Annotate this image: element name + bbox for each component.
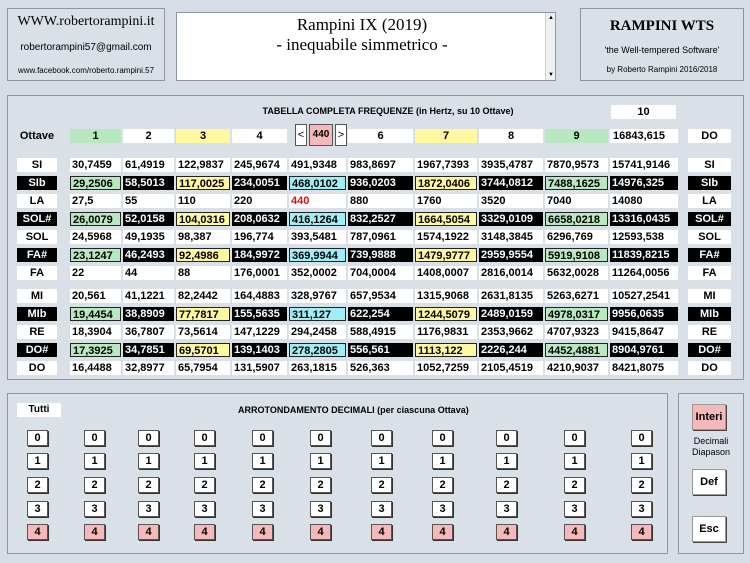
freq-cell: 30,7459 <box>70 158 121 172</box>
brand-author: by Roberto Rampini 2016/2018 <box>606 65 718 74</box>
freq-cell: 15741,9146 <box>610 158 678 172</box>
freq-cell: 92,4986 <box>176 248 230 262</box>
note-label-right: DO <box>688 361 731 375</box>
brand-name: RAMPINI WTS <box>609 18 715 34</box>
octave-header-9: 9 <box>545 129 608 143</box>
octave-header-label: Ottave <box>19 130 55 142</box>
freq-cell: 49,1935 <box>123 230 174 244</box>
freq-cell: 8904,9761 <box>610 343 678 357</box>
freq-cell: 936,0203 <box>348 176 413 190</box>
round-option-button[interactable]: 2 <box>631 477 652 493</box>
round-option-button[interactable]: 3 <box>371 501 392 517</box>
freq-cell: 2226,244 <box>479 343 543 357</box>
freq-cell: 8421,8075 <box>610 361 678 375</box>
round-option-button[interactable]: 4 <box>138 524 159 540</box>
round-option-button[interactable]: 1 <box>138 453 159 469</box>
freq-cell: 139,1403 <box>232 343 287 357</box>
freq-cell: 491,9348 <box>289 158 346 172</box>
octave-header-3: 3 <box>176 129 230 143</box>
round-option-button[interactable]: 0 <box>84 430 105 446</box>
round-option-button[interactable]: 3 <box>310 501 331 517</box>
freq-cell: 73,5614 <box>176 325 230 339</box>
freq-cell: 556,561 <box>348 343 413 357</box>
round-option-button[interactable]: 0 <box>496 430 517 446</box>
freq-cell: 82,2442 <box>176 289 230 303</box>
freq-cell: 36,7807 <box>123 325 174 339</box>
pitch-next-button[interactable]: > <box>335 124 347 146</box>
round-option-button[interactable]: 0 <box>252 430 273 446</box>
round-option-button[interactable]: 3 <box>27 501 48 517</box>
freq-cell: 7040 <box>545 194 608 208</box>
freq-cell: 208,0632 <box>232 212 287 226</box>
freq-cell: 122,9837 <box>176 158 230 172</box>
freq-cell: 657,9534 <box>348 289 413 303</box>
freq-cell: 4452,4881 <box>545 343 608 357</box>
interi-button[interactable]: Interi <box>692 404 726 430</box>
freq-cell: 110 <box>176 194 230 208</box>
freq-cell: 2631,8135 <box>479 289 543 303</box>
note-label-left: FA# <box>17 248 57 262</box>
freq-cell: 12593,538 <box>610 230 678 244</box>
table-title: TABELLA COMPLETA FREQUENZE (in Hertz, su 10 Ottave) <box>262 106 514 116</box>
facebook-text: www.facebook.com/roberto.rampini.57 <box>17 66 155 75</box>
freq-cell: 311,127 <box>289 307 346 321</box>
freq-cell: 44 <box>123 266 174 280</box>
freq-cell: 131,5907 <box>232 361 287 375</box>
freq-cell: 468,0102 <box>289 176 346 190</box>
freq-cell: 5919,9108 <box>545 248 608 262</box>
page-title: Rampini IX (2019) <box>296 15 428 34</box>
round-option-button[interactable]: 0 <box>371 430 392 446</box>
freq-cell: 5632,0028 <box>545 266 608 280</box>
freq-cell: 1408,0007 <box>415 266 477 280</box>
round-option-button[interactable]: 4 <box>252 524 273 540</box>
freq-cell: 3148,3845 <box>479 230 543 244</box>
freq-cell: 3744,0812 <box>479 176 543 190</box>
freq-cell: 6296,769 <box>545 230 608 244</box>
octave-header-4: 4 <box>232 129 287 143</box>
freq-cell: 1479,9777 <box>415 248 477 262</box>
round-option-button[interactable]: 3 <box>138 501 159 517</box>
round-option-button[interactable]: 0 <box>27 430 48 446</box>
freq-cell: 4210,9037 <box>545 361 608 375</box>
freq-cell: 245,9674 <box>232 158 287 172</box>
round-option-button[interactable]: 2 <box>432 477 453 493</box>
freq-cell: 787,0961 <box>348 230 413 244</box>
round-option-button[interactable]: 2 <box>27 477 48 493</box>
note-label-right: SIb <box>688 176 731 190</box>
freq-cell: 11264,0056 <box>610 266 678 280</box>
octave-header-10: 16843,615 <box>610 129 678 143</box>
freq-cell: 20,561 <box>70 289 121 303</box>
freq-cell: 26,0079 <box>70 212 121 226</box>
round-option-button[interactable]: 3 <box>194 501 215 517</box>
freq-cell: 14080 <box>610 194 678 208</box>
note-label-right: RE <box>688 325 731 339</box>
note-label-left: MI <box>17 289 57 303</box>
brand-box <box>580 8 744 81</box>
freq-cell: 220 <box>232 194 287 208</box>
pitch-value-button[interactable]: 440 <box>309 124 333 146</box>
freq-cell: 117,0025 <box>176 176 230 190</box>
brand-tagline: 'the Well-tempered Software' <box>604 45 720 55</box>
freq-cell: 23,1247 <box>70 248 121 262</box>
title-box <box>176 12 556 81</box>
freq-cell: 9415,8647 <box>610 325 678 339</box>
freq-cell: 18,3904 <box>70 325 121 339</box>
freq-cell: 98,387 <box>176 230 230 244</box>
note-label-left: FA <box>17 266 57 280</box>
note-label-right: FA# <box>688 248 731 262</box>
freq-cell: 5263,6271 <box>545 289 608 303</box>
round-option-button[interactable]: 3 <box>564 501 585 517</box>
freq-cell: 17,3925 <box>70 343 121 357</box>
freq-cell: 3520 <box>479 194 543 208</box>
freq-cell: 22 <box>70 266 121 280</box>
freq-cell: 352,0002 <box>289 266 346 280</box>
site-link[interactable]: WWW.robertorampini.it <box>17 14 155 29</box>
round-option-button[interactable]: 4 <box>371 524 392 540</box>
all-button[interactable]: Tutti <box>17 403 61 417</box>
round-option-button[interactable]: 0 <box>631 430 652 446</box>
round-option-button[interactable]: 3 <box>631 501 652 517</box>
round-option-button[interactable]: 1 <box>564 453 585 469</box>
note-label-left: DO# <box>17 343 57 357</box>
note-label-left: SOL <box>17 230 57 244</box>
freq-cell: 184,9972 <box>232 248 287 262</box>
freq-cell: 9956,0635 <box>610 307 678 321</box>
note-label-left: DO <box>17 361 57 375</box>
freq-cell: 4707,9323 <box>545 325 608 339</box>
freq-cell: 739,9888 <box>348 248 413 262</box>
freq-cell: 14976,325 <box>610 176 678 190</box>
round-option-button[interactable]: 4 <box>27 524 48 540</box>
round-option-button[interactable]: 2 <box>252 477 273 493</box>
freq-cell: 880 <box>348 194 413 208</box>
freq-cell: 416,1264 <box>289 212 346 226</box>
round-option-button[interactable]: 2 <box>194 477 215 493</box>
freq-cell: 147,1229 <box>232 325 287 339</box>
freq-cell: 1760 <box>415 194 477 208</box>
round-option-button[interactable]: 4 <box>432 524 453 540</box>
freq-cell: 19,4454 <box>70 307 121 321</box>
freq-cell: 983,8697 <box>348 158 413 172</box>
freq-cell: 6658,0218 <box>545 212 608 226</box>
round-option-button[interactable]: 1 <box>432 453 453 469</box>
round-option-button[interactable]: 0 <box>564 430 585 446</box>
freq-cell: 11839,8215 <box>610 248 678 262</box>
round-option-button[interactable]: 3 <box>496 501 517 517</box>
round-option-button[interactable]: 4 <box>631 524 652 540</box>
freq-cell: 10527,2541 <box>610 289 678 303</box>
freq-cell: 29,2506 <box>70 176 121 190</box>
decimali-label: Decimali <box>693 436 729 446</box>
esc-button[interactable]: Esc <box>692 516 726 542</box>
email-text: robertorampini57@gmail.com <box>20 42 152 53</box>
note-label-left: RE <box>17 325 57 339</box>
freq-cell: 393,5481 <box>289 230 346 244</box>
freq-cell: 88 <box>176 266 230 280</box>
round-option-button[interactable]: 4 <box>84 524 105 540</box>
octaves-count: 10 <box>611 105 676 119</box>
freq-cell: 2353,9662 <box>479 325 543 339</box>
round-option-button[interactable]: 3 <box>84 501 105 517</box>
page-subtitle: - inequabile simmetrico - <box>276 35 448 54</box>
freq-cell: 13316,0435 <box>610 212 678 226</box>
note-label-right: SOL# <box>688 212 731 226</box>
freq-cell: 61,4919 <box>123 158 174 172</box>
freq-cell: 3935,4787 <box>479 158 543 172</box>
freq-cell: 46,2493 <box>123 248 174 262</box>
round-option-button[interactable]: 1 <box>631 453 652 469</box>
octave-header-8: 8 <box>479 129 543 143</box>
freq-cell: 263,1815 <box>289 361 346 375</box>
title-scrollbar[interactable] <box>545 13 555 80</box>
note-label-left: LA <box>17 194 57 208</box>
freq-cell: 38,8909 <box>123 307 174 321</box>
freq-cell: 7488,1625 <box>545 176 608 190</box>
freq-cell: 69,5701 <box>176 343 230 357</box>
freq-cell: 34,7851 <box>123 343 174 357</box>
freq-cell: 1113,122 <box>415 343 477 357</box>
freq-cell: 4978,0317 <box>545 307 608 321</box>
rounding-title: ARROTONDAMENTO DECIMALI (per ciascuna Ottava) <box>238 405 469 415</box>
freq-cell: 588,4915 <box>348 325 413 339</box>
round-option-button[interactable]: 0 <box>432 430 453 446</box>
freq-cell: 328,9767 <box>289 289 346 303</box>
freq-cell: 1315,9068 <box>415 289 477 303</box>
note-label-right: LA <box>688 194 731 208</box>
round-option-button[interactable]: 0 <box>194 430 215 446</box>
freq-cell: 832,2527 <box>348 212 413 226</box>
freq-cell: 52,0158 <box>123 212 174 226</box>
freq-cell: 2959,9554 <box>479 248 543 262</box>
freq-cell: 104,0316 <box>176 212 230 226</box>
freq-cell: 278,2805 <box>289 343 346 357</box>
round-option-button[interactable]: 4 <box>194 524 215 540</box>
freq-cell: 440 <box>289 194 346 208</box>
round-option-button[interactable]: 2 <box>310 477 331 493</box>
freq-cell: 65,7954 <box>176 361 230 375</box>
note-label-right: MIb <box>688 307 731 321</box>
freq-cell: 77,7817 <box>176 307 230 321</box>
freq-cell: 1967,7393 <box>415 158 477 172</box>
note-label-left: SI <box>17 158 57 172</box>
round-option-button[interactable]: 1 <box>194 453 215 469</box>
note-label-left: SIb <box>17 176 57 190</box>
round-option-button[interactable]: 2 <box>84 477 105 493</box>
freq-cell: 2816,0014 <box>479 266 543 280</box>
scroll-down-icon[interactable]: ▼ <box>548 72 554 78</box>
round-option-button[interactable]: 1 <box>84 453 105 469</box>
note-label-right: MI <box>688 289 731 303</box>
freq-cell: 27,5 <box>70 194 121 208</box>
freq-cell: 2105,4519 <box>479 361 543 375</box>
freq-cell: 526,363 <box>348 361 413 375</box>
def-button[interactable]: Def <box>692 469 726 495</box>
frequency-table-panel <box>7 95 744 380</box>
round-option-button[interactable]: 4 <box>564 524 585 540</box>
round-option-button[interactable]: 4 <box>310 524 331 540</box>
freq-cell: 704,0004 <box>348 266 413 280</box>
scroll-up-icon[interactable]: ▲ <box>548 15 554 21</box>
octave-header-6: 6 <box>348 129 413 143</box>
freq-cell: 41,1221 <box>123 289 174 303</box>
freq-cell: 7870,9573 <box>545 158 608 172</box>
freq-cell: 2489,0159 <box>479 307 543 321</box>
side-panel <box>678 393 744 554</box>
round-option-button[interactable]: 1 <box>371 453 392 469</box>
freq-cell: 155,5635 <box>232 307 287 321</box>
octave-header-7: 7 <box>415 129 477 143</box>
freq-cell: 234,0051 <box>232 176 287 190</box>
note-label-left: MIb <box>17 307 57 321</box>
freq-cell: 3329,0109 <box>479 212 543 226</box>
freq-cell: 196,774 <box>232 230 287 244</box>
right-header-do: DO <box>688 129 731 143</box>
round-option-button[interactable]: 3 <box>432 501 453 517</box>
octave-header-2: 2 <box>123 129 174 143</box>
freq-cell: 1872,0406 <box>415 176 477 190</box>
round-option-button[interactable]: 2 <box>564 477 585 493</box>
round-option-button[interactable]: 0 <box>138 430 159 446</box>
round-option-button[interactable]: 1 <box>496 453 517 469</box>
freq-cell: 24,5968 <box>70 230 121 244</box>
pitch-prev-button[interactable]: < <box>295 124 307 146</box>
freq-cell: 369,9944 <box>289 248 346 262</box>
freq-cell: 16,4488 <box>70 361 121 375</box>
round-option-button[interactable]: 1 <box>27 453 48 469</box>
round-option-button[interactable]: 1 <box>252 453 273 469</box>
freq-cell: 1574,1922 <box>415 230 477 244</box>
round-option-button[interactable]: 2 <box>496 477 517 493</box>
freq-cell: 1664,5054 <box>415 212 477 226</box>
freq-cell: 164,4883 <box>232 289 287 303</box>
round-option-button[interactable]: 2 <box>371 477 392 493</box>
round-option-button[interactable]: 2 <box>138 477 159 493</box>
freq-cell: 55 <box>123 194 174 208</box>
note-label-right: SI <box>688 158 731 172</box>
diapason-label: Diapason <box>691 447 731 457</box>
note-label-right: FA <box>688 266 731 280</box>
freq-cell: 176,0001 <box>232 266 287 280</box>
note-label-right: SOL <box>688 230 731 244</box>
octave-header-1: 1 <box>70 129 121 143</box>
freq-cell: 294,2458 <box>289 325 346 339</box>
round-option-button[interactable]: 3 <box>252 501 273 517</box>
freq-cell: 622,254 <box>348 307 413 321</box>
round-option-button[interactable]: 4 <box>496 524 517 540</box>
round-option-button[interactable]: 1 <box>310 453 331 469</box>
note-label-left: SOL# <box>17 212 57 226</box>
round-option-button[interactable]: 0 <box>310 430 331 446</box>
freq-cell: 32,8977 <box>123 361 174 375</box>
freq-cell: 1244,5079 <box>415 307 477 321</box>
note-label-right: DO# <box>688 343 731 357</box>
contact-box <box>7 8 165 81</box>
freq-cell: 58,5013 <box>123 176 174 190</box>
freq-cell: 1176,9831 <box>415 325 477 339</box>
freq-cell: 1052,7259 <box>415 361 477 375</box>
rounding-panel <box>7 393 668 554</box>
